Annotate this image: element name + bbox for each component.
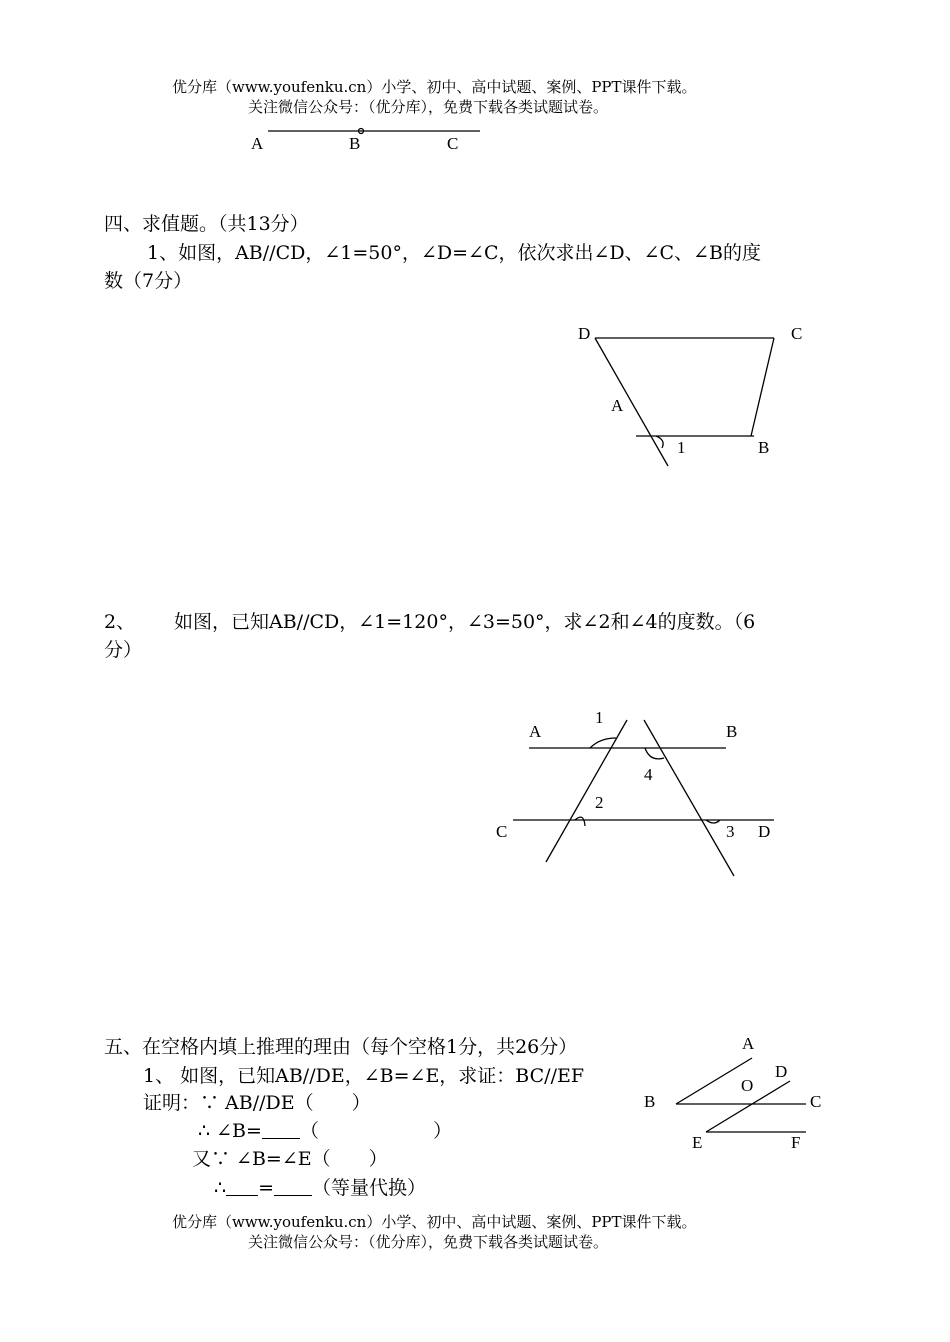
point-label-b: B [349,134,361,153]
question-4-2-line-1: 如图，已知AB//CD，∠1=120°，∠3=50°，求∠2和∠4的度数。（6 [174,611,756,633]
proof-line-1: 证明：∵ AB//DE（ ） [143,1092,371,1114]
transversal-right [644,720,734,876]
question-4-1-line-1: 1、如图，AB//CD，∠1=50°，∠D=∠C，依次求出∠D、∠C、∠B的度 [147,242,761,264]
fig3-label-c: C [810,1092,822,1111]
proof-line-2-start: ∴ ∠B= [198,1120,262,1142]
segment-abc-figure [268,129,480,134]
proof-line-4-reason: （等量代换） [312,1177,427,1199]
header-line-1: 优分库（www.youfenku.cn）小学、初中、高中试题、案例、PPT课件下载。 [172,78,697,96]
question-4-2-line-2: 分） [104,639,143,661]
question-5-1: 1、 如图，已知AB//DE，∠B=∠E，求证：BC//EF [143,1065,585,1087]
fig2-label-a: A [529,722,542,741]
fig2-label-b: B [726,722,738,741]
fig1-label-angle-1: 1 [677,438,686,457]
line-cb [751,338,774,436]
angle-2-arc [575,817,585,826]
fig1-label-d: D [578,324,591,343]
fig3-label-d: D [775,1062,788,1081]
proof-line-4 [214,1176,426,1200]
fig3-label-b: B [644,1092,656,1111]
fig2-label-d: D [758,822,771,841]
proof-line-4-therefore: ∴ [214,1177,227,1199]
fig1-label-c: C [791,324,803,343]
fig1-label-b: B [758,438,770,457]
fig2-label-angle-1: 1 [595,708,604,727]
fig2-label-angle-2: 2 [595,793,604,812]
fig3-label-e: E [692,1133,703,1152]
fig3-label-a: A [742,1034,755,1053]
proof-line-3: 又∵ ∠B=∠E（ ） [192,1148,388,1170]
section-4-title: 四、求值题。（共13分） [104,213,309,235]
answer-blank-2[interactable] [226,1177,258,1196]
section-5-title: 五、在空格内填上推理的理由（每个空格1分，共26分） [104,1036,578,1058]
transversal-left [546,720,627,862]
fig3-label-o: O [741,1076,754,1095]
point-label-a: A [251,134,264,153]
parallel-transversal-figure [513,720,774,876]
fig2-label-c: C [496,822,508,841]
answer-blank-3[interactable] [274,1177,312,1196]
fig3-label-f: F [791,1133,801,1152]
question-4-2-number: 2、 [104,611,136,633]
fig2-label-angle-3: 3 [726,822,735,841]
header-line-2: 关注微信公众号：（优分库），免费下载各类试题试卷。 [248,98,609,116]
proof-line-2-reason: （ ） [299,1120,452,1142]
answer-blank-1[interactable] [262,1120,300,1139]
footer-line-2: 关注微信公众号：（优分库），免费下载各类试题试卷。 [248,1233,609,1251]
fig2-label-angle-4: 4 [644,765,653,784]
question-4-1-line-2: 数（7分） [104,270,193,292]
proof-line-4-equals: = [258,1177,275,1199]
fig1-label-a: A [611,396,624,415]
point-label-c: C [447,134,459,153]
footer-line-1: 优分库（www.youfenku.cn）小学、初中、高中试题、案例、PPT课件下载。 [172,1213,697,1231]
proof-line-2 [198,1119,452,1143]
line-da-extended [595,338,668,466]
